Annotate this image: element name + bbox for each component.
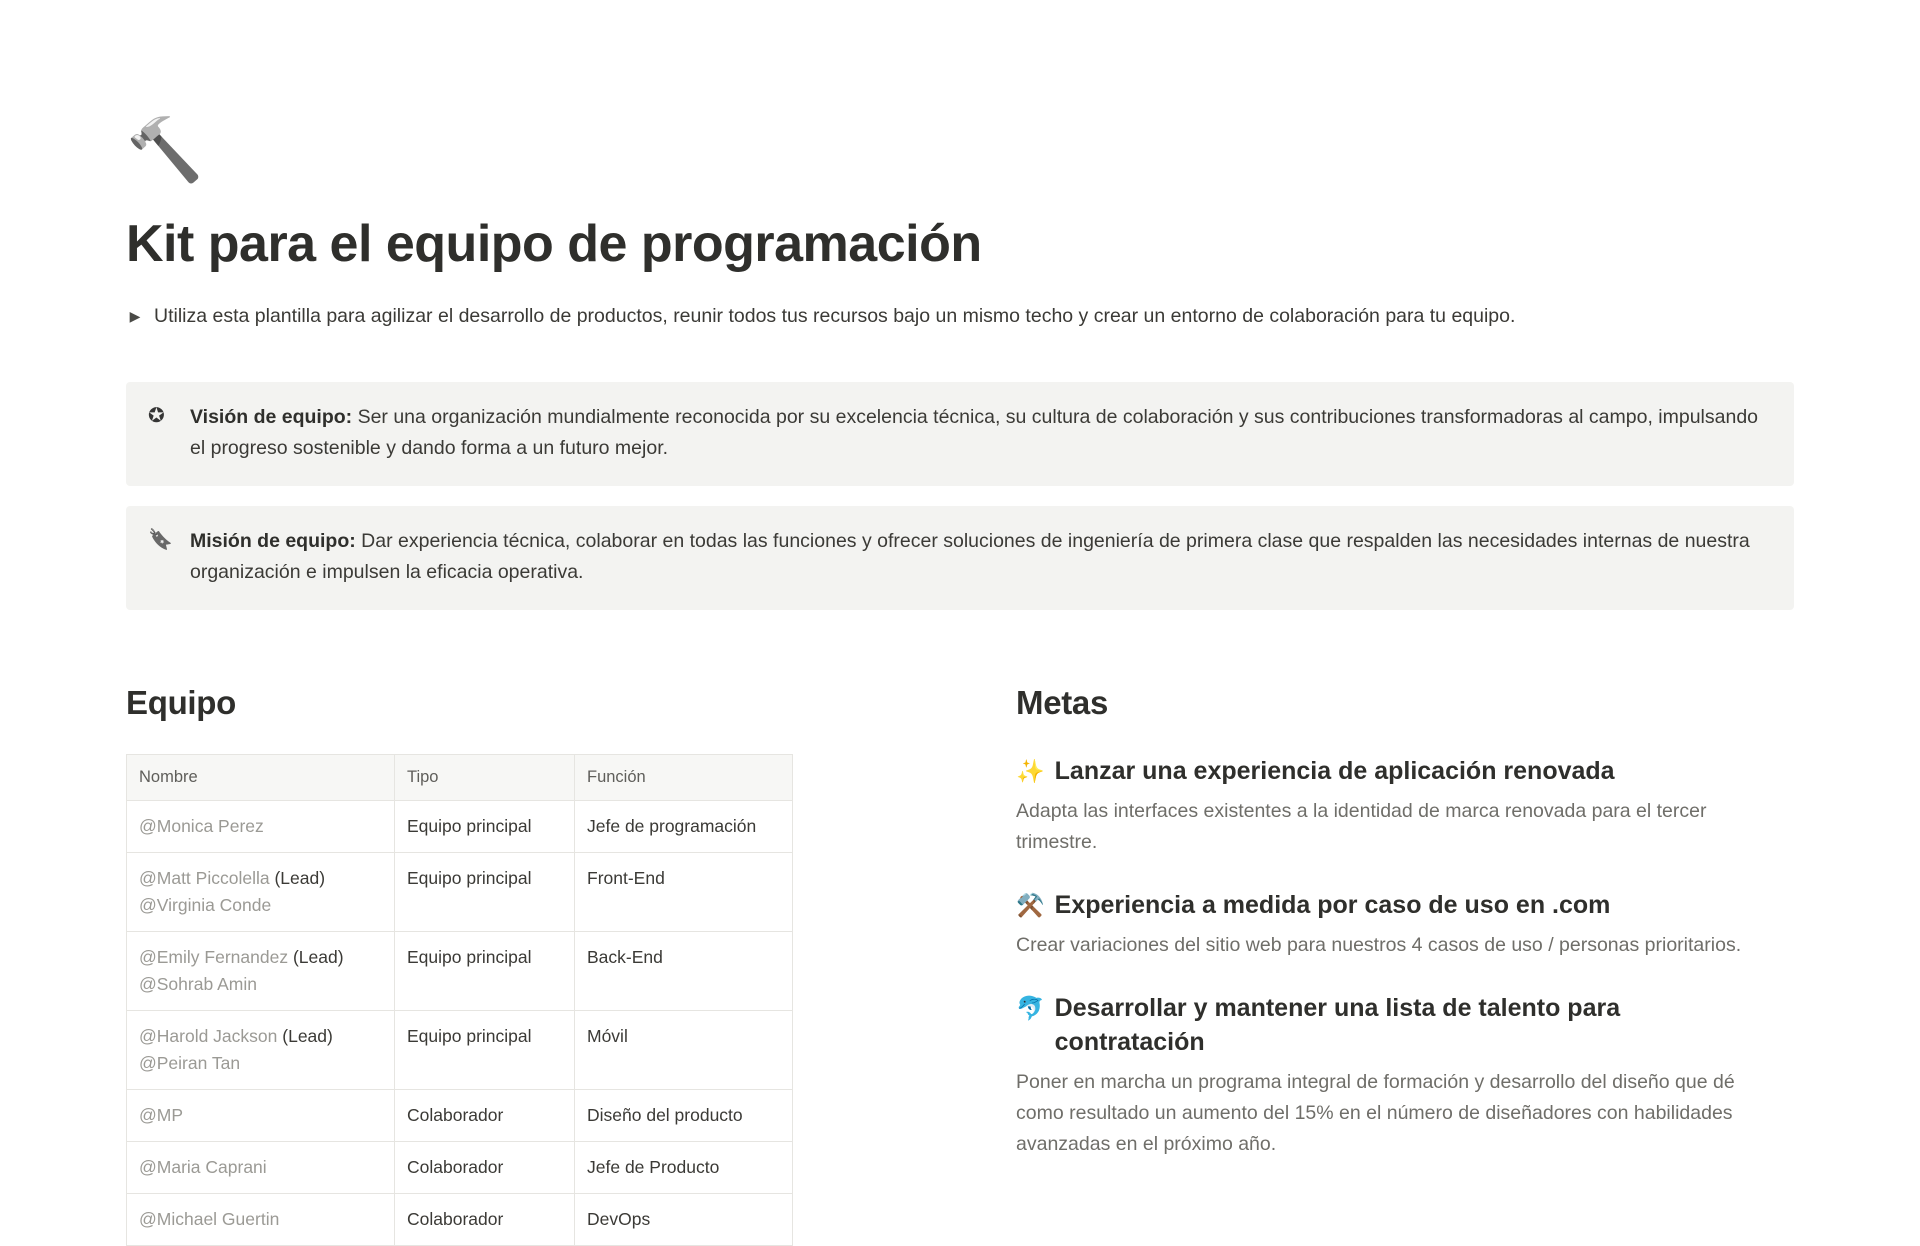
goal-item: [1016, 888, 1764, 961]
goals-section-title: Metas: [1016, 684, 1109, 722]
cell-funcion[interactable]: DevOps: [575, 1194, 793, 1246]
person-mention[interactable]: @Maria Caprani: [139, 1157, 267, 1178]
cell-funcion[interactable]: Jefe de programación: [575, 801, 793, 853]
table-row[interactable]: [127, 1011, 793, 1090]
cell-nombre[interactable]: [127, 801, 395, 853]
star-badge-icon: ✪: [148, 405, 165, 428]
cell-tipo[interactable]: Equipo principal: [395, 932, 575, 1011]
callout-vision-label: Visión de equipo:: [190, 406, 353, 429]
table-row[interactable]: [127, 932, 793, 1011]
goal-heading-text: Lanzar una experiencia de aplicación renovada: [1054, 757, 1615, 786]
cell-nombre[interactable]: [127, 932, 395, 1011]
callout-mission: [126, 506, 1794, 610]
cell-funcion[interactable]: Front-End: [575, 853, 793, 932]
cell-funcion[interactable]: Jefe de Producto: [575, 1142, 793, 1194]
two-column-layout: [126, 684, 1794, 1246]
person-mention[interactable]: @Harold Jackson: [139, 1026, 278, 1047]
person-mention[interactable]: @Matt Piccolella: [139, 868, 270, 889]
team-column: [126, 684, 926, 1246]
table-row[interactable]: [127, 1142, 793, 1194]
lead-tag: (Lead): [277, 1026, 333, 1047]
lead-tag: (Lead): [288, 947, 344, 968]
goal-item: [1016, 754, 1764, 858]
cell-tipo[interactable]: Colaborador: [395, 1090, 575, 1142]
table-row[interactable]: [127, 801, 793, 853]
column-header-funcion[interactable]: Función: [575, 755, 793, 801]
team-section-title: Equipo: [126, 684, 237, 722]
callout-mission-text: Dar experiencia técnica, colaborar en todas las funciones y ofrecer soluciones de ingeniería de primera clase que respalden las necesidades internas de nuestra organización e impulsen la eficacia operativa.: [190, 530, 1750, 584]
person-mention[interactable]: @Peiran Tan: [139, 1053, 241, 1074]
goal-item: [1016, 991, 1764, 1160]
cell-nombre[interactable]: [127, 1090, 395, 1142]
cell-nombre[interactable]: [127, 1142, 395, 1194]
column-header-tipo[interactable]: Tipo: [395, 755, 575, 801]
cell-tipo[interactable]: Colaborador: [395, 1194, 575, 1246]
goals-list: [1016, 754, 1764, 1160]
goal-description: Adapta las interfaces existentes a la identidad de marca renovada para el tercer trimestre.: [1016, 800, 1707, 854]
cell-nombre[interactable]: [127, 853, 395, 932]
cell-funcion[interactable]: Móvil: [575, 1011, 793, 1090]
callout-vision-text: Ser una organización mundialmente reconocida por su excelencia técnica, su cultura de colaboración y sus contribuciones transformadoras al campo, impulsando el progreso sostenible y dando forma a un futuro mejor.: [190, 406, 1759, 460]
goal-heading: [1016, 754, 1764, 788]
intro-toggle[interactable]: [126, 303, 1794, 329]
goal-heading: [1016, 888, 1764, 922]
table-row[interactable]: [127, 1194, 793, 1246]
hammer-icon[interactable]: 🔨: [126, 116, 204, 185]
callout-mission-body: [190, 526, 1772, 588]
goal-description: Crear variaciones del sitio web para nuestros 4 casos de uso / personas prioritarios.: [1016, 934, 1742, 957]
goal-description: Poner en marcha un programa integral de formación y desarrollo del diseño que dé como resultado un aumento del 15% en el número de diseñadores con habilidades avanzadas en el próximo año.: [1016, 1071, 1735, 1156]
team-table-body: [127, 801, 793, 1246]
person-mention[interactable]: @Virginia Conde: [139, 895, 272, 916]
sparkles-icon: ✨: [1016, 758, 1045, 785]
lead-tag: (Lead): [269, 868, 326, 889]
callout-mission-label: Misión de equipo:: [190, 530, 356, 553]
callout-vision-body: [190, 402, 1772, 464]
chevron-right-icon[interactable]: ▶: [129, 308, 141, 325]
bookmark-icon: 🔖: [148, 529, 173, 552]
person-mention[interactable]: @MP: [139, 1105, 184, 1126]
hammer-and-pick-icon: ⚒️: [1016, 892, 1045, 919]
table-row[interactable]: [127, 853, 793, 932]
goal-heading: [1016, 991, 1764, 1059]
goals-column: [1016, 684, 1794, 1246]
intro-toggle-label: Utiliza esta plantilla para agilizar el desarrollo de productos, reunir todos tus recursos bajo un mismo techo y crear un entorno de colaboración para tu equipo.: [154, 305, 1516, 328]
person-mention[interactable]: @Emily Fernandez: [139, 947, 289, 968]
table-row[interactable]: [127, 1090, 793, 1142]
callout-vision: [126, 382, 1794, 486]
goal-heading-text: Desarrollar y mantener una lista de talento para contratación: [1054, 994, 1621, 1057]
cell-funcion[interactable]: Back-End: [575, 932, 793, 1011]
person-mention[interactable]: @Michael Guertin: [139, 1209, 280, 1230]
cell-tipo[interactable]: Equipo principal: [395, 1011, 575, 1090]
team-table: [126, 754, 793, 1246]
goal-heading-text: Experiencia a medida por caso de uso en .com: [1054, 891, 1611, 920]
table-header-row: [127, 755, 793, 801]
cell-tipo[interactable]: Colaborador: [395, 1142, 575, 1194]
cell-funcion[interactable]: Diseño del producto: [575, 1090, 793, 1142]
cell-tipo[interactable]: Equipo principal: [395, 853, 575, 932]
cell-tipo[interactable]: Equipo principal: [395, 801, 575, 853]
page-title: Kit para el equipo de programación: [126, 215, 982, 273]
column-header-nombre[interactable]: Nombre: [127, 755, 395, 801]
cell-nombre[interactable]: [127, 1194, 395, 1246]
person-mention[interactable]: @Monica Perez: [139, 816, 264, 837]
cell-nombre[interactable]: [127, 1011, 395, 1090]
dolphin-icon: 🐬: [1016, 995, 1045, 1022]
person-mention[interactable]: @Sohrab Amin: [139, 974, 257, 995]
